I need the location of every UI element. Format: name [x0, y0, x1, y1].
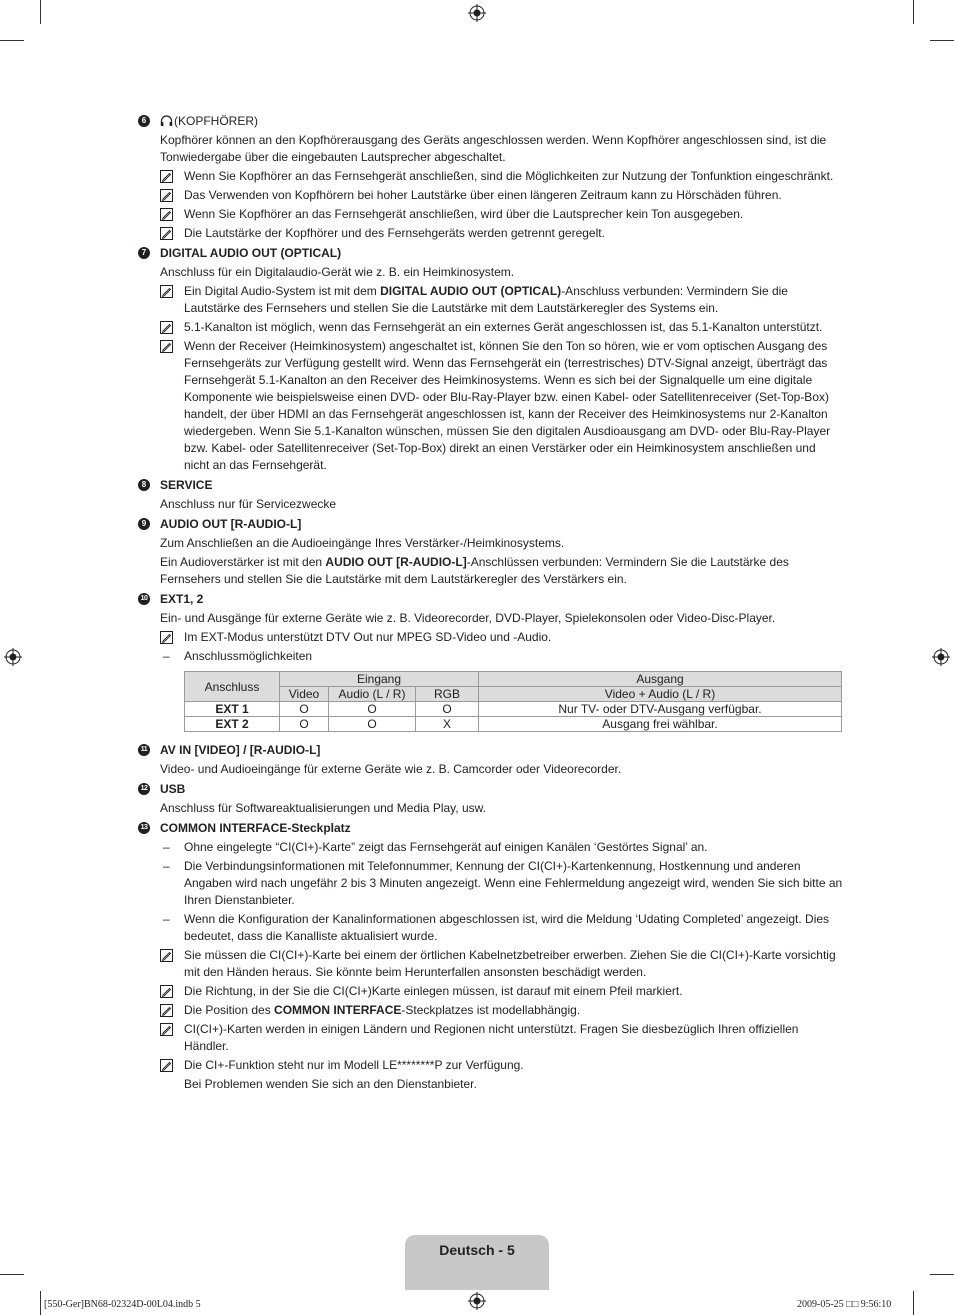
section-title: EXT1, 2: [160, 592, 204, 606]
note-icon: [160, 1004, 173, 1017]
table-header: Audio (L / R): [329, 687, 416, 702]
note-icon: [160, 170, 173, 183]
dash-item: – Die Verbindungsinformationen mit Telefonnummer, Kennung der CI(CI+)-Kartenkennung, Hostkennung und anderen Angaben wird nach ungefähr 2 bis 3 Minuten angezeigt. Wenn eine Fehlermeldung angezeigt wird, wenden Sie sich bitte an Ihren Dienstanbieter.: [163, 859, 843, 907]
table-header: RGB: [416, 687, 479, 702]
table-header: Anschluss: [185, 672, 280, 702]
item-number-badge: 13: [138, 822, 150, 834]
section-description: Zum Anschließen an die Audioeingänge Ihres Verstärker-/Heimkinosystems.: [160, 536, 565, 550]
crop-mark: [0, 1274, 24, 1275]
section-description: Ein- und Ausgänge für externe Geräte wie z. B. Videorecorder, DVD-Player, Spielekonsolen oder Video-Disc-Player.: [160, 611, 776, 625]
note-item: Die Position des COMMON INTERFACE-Steckplatzes ist modellabhängig.: [160, 1002, 844, 1019]
print-footer-timestamp: 2009-05-25 □□ 9:56:10: [797, 1299, 892, 1310]
note-icon: [160, 227, 173, 240]
manual-content: [138, 110, 844, 1093]
print-footer-file: [550-Ger]BN68-02324D-00L04.indb 5: [44, 1299, 201, 1310]
note-icon: [160, 189, 173, 202]
note-icon: [160, 1059, 173, 1072]
note-item: Sie müssen die CI(CI+)-Karte bei einem der örtlichen Kabelnetzbetreiber erwerben. Ziehen Sie die CI(CI+)-Karte vorsichtig mit den Händen heraus. Sie könnte beim Herunterfallen ansonsten beschädigt werden.: [160, 947, 844, 981]
crop-mark: [913, 1291, 914, 1315]
section-title: USB: [160, 782, 186, 796]
crop-mark: [0, 40, 24, 41]
item-number-badge: 12: [138, 783, 150, 795]
note-item: Die Lautstärke der Kopfhörer und des Fernsehgeräts werden getrennt geregelt.: [160, 225, 844, 242]
table-header: Video + Audio (L / R): [479, 687, 842, 702]
section-headphones: [138, 113, 844, 166]
page-number: Deutsch - 5: [439, 1242, 515, 1258]
dash-item: – Anschlussmöglichkeiten: [163, 649, 313, 663]
crop-mark: [40, 0, 41, 24]
closing-text: Bei Problemen wenden Sie sich an den Dienstanbieter.: [184, 1077, 477, 1091]
registration-mark-icon: [468, 1292, 486, 1310]
crop-mark: [913, 0, 914, 24]
note-icon: [160, 321, 173, 334]
item-number-badge: 10: [138, 593, 150, 605]
section-audio-out: [138, 516, 844, 588]
table-row: EXT 2 O O X Ausgang frei wählbar.: [185, 717, 842, 732]
section-digital-audio-out: [138, 245, 844, 281]
note-icon: [160, 208, 173, 221]
section-title: AV IN [VIDEO] / [R-AUDIO-L]: [160, 743, 321, 757]
note-item: Die CI+-Funktion steht nur im Modell LE********P zur Verfügung.: [160, 1057, 844, 1074]
section-usb: [138, 781, 844, 817]
note-item: Wenn Sie Kopfhörer an das Fernsehgerät anschließen, wird über die Lautsprecher kein Ton ausgegeben.: [160, 206, 844, 223]
registration-mark-icon: [468, 4, 486, 22]
section-ext: [138, 591, 844, 627]
table-header: Video: [280, 687, 329, 702]
item-number-badge: 9: [138, 518, 150, 530]
item-number-badge: 6: [138, 115, 150, 127]
item-number-badge: 11: [138, 744, 150, 756]
crop-mark: [930, 40, 954, 41]
note-item: Das Verwenden von Kopfhörern bei hoher Lautstärke über einen längeren Zeitraum kann zu Hörschäden führen.: [160, 187, 844, 204]
note-item: Wenn Sie Kopfhörer an das Fernsehgerät anschließen, sind die Möglichkeiten zur Nutzung der Tonfunktion eingeschränkt.: [160, 168, 844, 185]
item-number-badge: 7: [138, 247, 150, 259]
section-title: SERVICE: [160, 478, 213, 492]
section-description: Anschluss nur für Servicezwecke: [160, 497, 337, 511]
item-number-badge: 8: [138, 479, 150, 491]
section-service: [138, 477, 844, 513]
note-item: CI(CI+)-Karten werden in einigen Ländern und Regionen nicht unterstützt. Fragen Sie diesbezüglich Ihren offiziellen Händler.: [160, 1021, 844, 1055]
table-header: Ausgang: [479, 672, 842, 687]
section-description: Ein Audioverstärker ist mit den AUDIO OUT [R-AUDIO-L]-Anschlüssen verbunden: Vermindern Sie die Lautstärke des Fernsehers und stellen Sie die Lautstärke mit dem Lautstärkeregler des Verstärkers ein.: [160, 555, 789, 586]
note-item: Im EXT-Modus unterstützt DTV Out nur MPEG SD-Video und -Audio.: [160, 629, 844, 646]
section-title: (KOPFHÖRER): [160, 113, 844, 130]
registration-mark-icon: [4, 648, 22, 666]
note-icon: [160, 985, 173, 998]
table-header: Eingang: [280, 672, 479, 687]
headphone-icon: [160, 115, 173, 127]
dash-item: – Wenn die Konfiguration der Kanalinformationen abgeschlossen ist, wird die Meldung ‘Udating Completed’ angezeigt. Dies bedeutet, dass die Kanalliste aktualisiert wurde.: [163, 912, 830, 943]
note-icon: [160, 949, 173, 962]
section-av-in: [138, 742, 844, 778]
note-item: Wenn der Receiver (Heimkinosystem) angeschaltet ist, können Sie den Ton so hören, wie er vom optischen Ausgang des Fernsehgeräts zur Verfügung gestellt wird. Wenn das Fernsehgerät ein (terrestrisches) DTV-Signal anzeigt, überträgt das Fernsehgerät 5.1-Kanalton an den Receiver des Heimkinosystems. Wenn es sich bei der Signalquelle um eine digitale Komponente wie beispielsweise einen DVD- oder Blu-Ray-Player bzw. einen Kabel- oder Satellitenreceiver (Set-Top-Box) handelt, der über HDMI an das Fernsehgerät angeschlossen ist, kann der Receiver des Heimkinosystems nur 2-Kanalton wiedergeben. Wenn Sie 5.1-Kanalton wünschen, müssen Sie den digitalen Ausdioausgang am DVD- oder Blu-Ray-Player bzw. Kabel- oder Satellitenreceiver (Set-Top-Box) direkt an einen Verstärker oder ein Heimkinosystem anschließen und nicht an das Fernsehgerät.: [160, 338, 844, 474]
dash-item: – Ohne eingelegte “CI(CI+)-Karte” zeigt das Fernsehgerät auf einigen Kanälen ‘Gestörtes Signal’ an.: [163, 840, 708, 854]
section-common-interface: [138, 820, 844, 837]
crop-mark: [930, 1274, 954, 1275]
connection-table: [184, 671, 842, 732]
section-title: AUDIO OUT [R-AUDIO-L]: [160, 517, 302, 531]
note-item: Die Richtung, in der Sie die CI(CI+)Karte einlegen müssen, ist darauf mit einem Pfeil markiert.: [160, 983, 844, 1000]
section-description: Anschluss für Softwareaktualisierungen und Media Play, usw.: [160, 801, 486, 815]
note-item: Ein Digital Audio-System ist mit dem DIGITAL AUDIO OUT (OPTICAL)-Anschluss verbunden: Vermindern Sie die Lautstärke des Fernsehers und stellen Sie die Lautstärke mit dem Lautstärkeregler des Systems ein.: [160, 283, 844, 317]
note-icon: [160, 1023, 173, 1036]
table-row: EXT 1 O O O Nur TV- oder DTV-Ausgang verfügbar.: [185, 702, 842, 717]
crop-mark: [40, 1291, 41, 1315]
registration-mark-icon: [932, 648, 950, 666]
note-icon: [160, 340, 173, 353]
note-icon: [160, 285, 173, 298]
note-icon: [160, 631, 173, 644]
note-item: 5.1-Kanalton ist möglich, wenn das Fernsehgerät an ein externes Gerät angeschlossen ist, das 5.1-Kanalton unterstützt.: [160, 319, 844, 336]
section-title: DIGITAL AUDIO OUT (OPTICAL): [160, 246, 342, 260]
section-description: Video- und Audioeingänge für externe Geräte wie z. B. Camcorder oder Videorecorder.: [160, 762, 622, 776]
section-description: Anschluss für ein Digitalaudio-Gerät wie z. B. ein Heimkinosystem.: [160, 265, 515, 279]
section-description: Kopfhörer können an den Kopfhörerausgang des Geräts angeschlossen werden. Wenn Kopfhörer angeschlossen sind, ist die Tonwiedergabe über die eingebauten Lautsprecher abgeschaltet.: [160, 133, 827, 164]
section-title: COMMON INTERFACE-Steckplatz: [160, 821, 351, 835]
